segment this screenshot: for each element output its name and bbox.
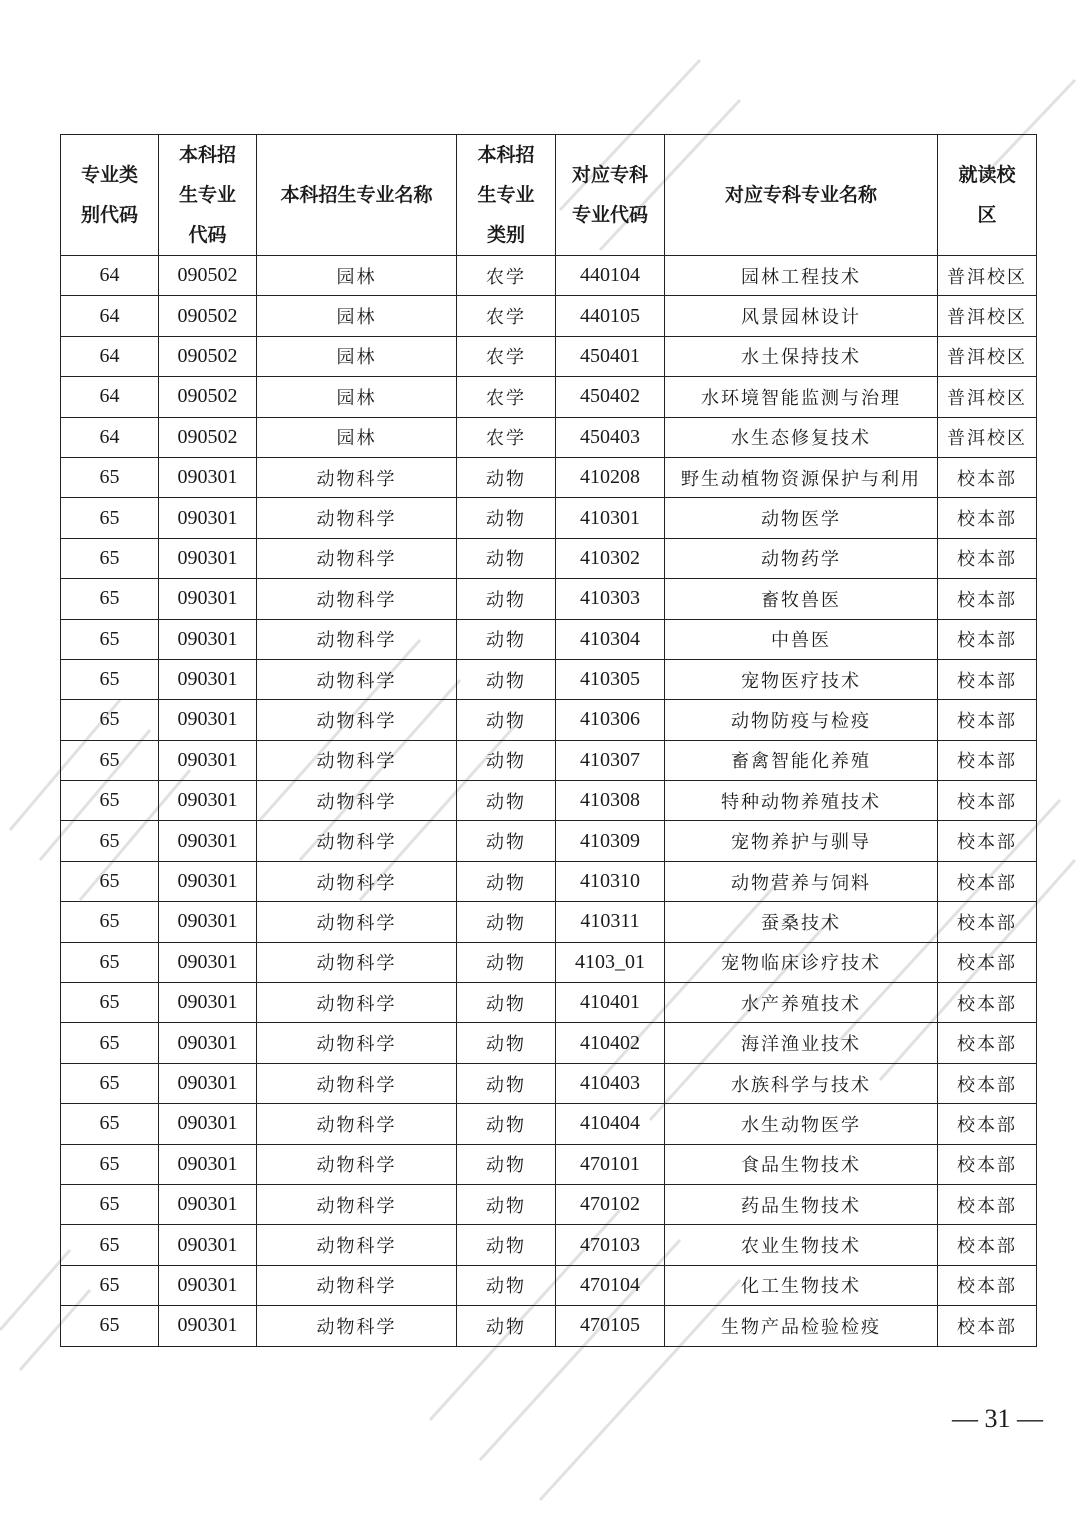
table-row	[61, 740, 1037, 780]
cell-junior-name: 水环境智能监测与治理	[665, 377, 938, 417]
cell-junior-name: 动物营养与饲料	[665, 861, 938, 901]
cell-category-code: 65	[61, 1104, 159, 1144]
cell-junior-name: 野生动植物资源保护与利用	[665, 457, 938, 497]
table-row	[61, 1063, 1037, 1103]
cell-major-code: 090301	[159, 942, 257, 982]
cell-category-code: 64	[61, 296, 159, 336]
cell-campus: 校本部	[938, 1104, 1037, 1144]
cell-junior-code: 4103_01	[556, 942, 665, 982]
cell-major-name: 动物科学	[257, 902, 457, 942]
cell-major-type: 动物	[457, 983, 556, 1023]
header-category-code: 专业类别代码	[61, 135, 159, 256]
table-row	[61, 498, 1037, 538]
cell-major-code: 090502	[159, 296, 257, 336]
cell-major-name: 动物科学	[257, 821, 457, 861]
cell-campus: 校本部	[938, 1184, 1037, 1224]
cell-junior-code: 470102	[556, 1184, 665, 1224]
cell-category-code: 64	[61, 417, 159, 457]
cell-junior-name: 药品生物技术	[665, 1184, 938, 1224]
cell-junior-name: 水族科学与技术	[665, 1063, 938, 1103]
cell-campus: 校本部	[938, 538, 1037, 578]
cell-major-code: 090502	[159, 377, 257, 417]
cell-major-code: 090301	[159, 821, 257, 861]
cell-major-type: 动物	[457, 902, 556, 942]
cell-major-code: 090301	[159, 1144, 257, 1184]
cell-category-code: 65	[61, 457, 159, 497]
table-row	[61, 538, 1037, 578]
cell-major-type: 动物	[457, 1184, 556, 1224]
page-number: — 31 —	[952, 1404, 1043, 1433]
cell-major-name: 园林	[257, 417, 457, 457]
cell-junior-code: 410307	[556, 740, 665, 780]
cell-category-code: 65	[61, 1306, 159, 1346]
cell-junior-name: 宠物养护与驯导	[665, 821, 938, 861]
cell-campus: 校本部	[938, 1225, 1037, 1265]
cell-campus: 校本部	[938, 498, 1037, 538]
cell-category-code: 65	[61, 740, 159, 780]
cell-major-code: 090301	[159, 700, 257, 740]
header-major-code: 本科招生专业代码	[159, 135, 257, 256]
cell-junior-code: 470105	[556, 1306, 665, 1346]
cell-major-type: 动物	[457, 498, 556, 538]
cell-junior-code: 410401	[556, 983, 665, 1023]
table-row	[61, 1104, 1037, 1144]
cell-category-code: 65	[61, 1144, 159, 1184]
cell-junior-name: 化工生物技术	[665, 1265, 938, 1305]
cell-campus: 普洱校区	[938, 296, 1037, 336]
cell-campus: 普洱校区	[938, 336, 1037, 376]
cell-major-type: 农学	[457, 256, 556, 296]
cell-category-code: 65	[61, 983, 159, 1023]
cell-campus: 普洱校区	[938, 417, 1037, 457]
cell-major-code: 090301	[159, 861, 257, 901]
cell-category-code: 65	[61, 700, 159, 740]
cell-junior-code: 410308	[556, 781, 665, 821]
cell-major-name: 动物科学	[257, 1023, 457, 1063]
cell-junior-name: 海洋渔业技术	[665, 1023, 938, 1063]
cell-junior-code: 410301	[556, 498, 665, 538]
cell-major-name: 动物科学	[257, 579, 457, 619]
table-row	[61, 861, 1037, 901]
cell-major-type: 动物	[457, 1265, 556, 1305]
cell-category-code: 65	[61, 1023, 159, 1063]
cell-junior-code: 440105	[556, 296, 665, 336]
cell-category-code: 65	[61, 538, 159, 578]
cell-campus: 普洱校区	[938, 256, 1037, 296]
cell-major-name: 动物科学	[257, 740, 457, 780]
cell-major-type: 动物	[457, 700, 556, 740]
cell-junior-name: 生物产品检验检疫	[665, 1306, 938, 1346]
cell-junior-name: 动物药学	[665, 538, 938, 578]
cell-major-type: 动物	[457, 659, 556, 699]
cell-major-name: 动物科学	[257, 1265, 457, 1305]
major-mapping-table	[60, 134, 1037, 1347]
header-major-name: 本科招生专业名称	[257, 135, 457, 256]
table-row	[61, 296, 1037, 336]
cell-campus: 校本部	[938, 700, 1037, 740]
cell-campus: 校本部	[938, 942, 1037, 982]
cell-category-code: 65	[61, 821, 159, 861]
cell-junior-name: 宠物医疗技术	[665, 659, 938, 699]
cell-junior-name: 蚕桑技术	[665, 902, 938, 942]
cell-campus: 普洱校区	[938, 377, 1037, 417]
table-row	[61, 1023, 1037, 1063]
cell-campus: 校本部	[938, 740, 1037, 780]
cell-major-type: 动物	[457, 457, 556, 497]
cell-major-code: 090502	[159, 256, 257, 296]
cell-junior-code: 450403	[556, 417, 665, 457]
cell-major-type: 动物	[457, 821, 556, 861]
cell-major-type: 动物	[457, 1023, 556, 1063]
cell-major-type: 动物	[457, 579, 556, 619]
table-row	[61, 1306, 1037, 1346]
cell-junior-code: 410309	[556, 821, 665, 861]
table-row	[61, 781, 1037, 821]
cell-major-name: 动物科学	[257, 1225, 457, 1265]
cell-junior-name: 畜牧兽医	[665, 579, 938, 619]
cell-major-name: 动物科学	[257, 1063, 457, 1103]
cell-major-type: 农学	[457, 377, 556, 417]
cell-major-name: 园林	[257, 377, 457, 417]
cell-category-code: 65	[61, 1184, 159, 1224]
cell-junior-code: 450401	[556, 336, 665, 376]
cell-junior-name: 动物防疫与检疫	[665, 700, 938, 740]
table-header-row	[61, 135, 1037, 256]
cell-junior-code: 470101	[556, 1144, 665, 1184]
cell-major-code: 090502	[159, 417, 257, 457]
table-row	[61, 256, 1037, 296]
cell-junior-name: 食品生物技术	[665, 1144, 938, 1184]
cell-major-code: 090502	[159, 336, 257, 376]
table-row	[61, 700, 1037, 740]
cell-category-code: 65	[61, 942, 159, 982]
cell-major-name: 动物科学	[257, 1144, 457, 1184]
cell-junior-code: 450402	[556, 377, 665, 417]
cell-major-name: 动物科学	[257, 538, 457, 578]
table-row	[61, 377, 1037, 417]
table-row	[61, 1265, 1037, 1305]
cell-major-name: 动物科学	[257, 659, 457, 699]
cell-campus: 校本部	[938, 1306, 1037, 1346]
cell-major-type: 动物	[457, 538, 556, 578]
cell-junior-name: 中兽医	[665, 619, 938, 659]
cell-major-name: 动物科学	[257, 457, 457, 497]
table-row	[61, 983, 1037, 1023]
cell-major-name: 园林	[257, 336, 457, 376]
table-row	[61, 821, 1037, 861]
cell-junior-name: 风景园林设计	[665, 296, 938, 336]
cell-category-code: 65	[61, 902, 159, 942]
table-row	[61, 942, 1037, 982]
cell-major-type: 动物	[457, 942, 556, 982]
cell-category-code: 65	[61, 861, 159, 901]
header-junior-code: 对应专科专业代码	[556, 135, 665, 256]
cell-major-code: 090301	[159, 659, 257, 699]
cell-major-type: 动物	[457, 1306, 556, 1346]
cell-major-code: 090301	[159, 498, 257, 538]
cell-major-type: 农学	[457, 417, 556, 457]
cell-junior-name: 水土保持技术	[665, 336, 938, 376]
header-campus: 就读校区	[938, 135, 1037, 256]
cell-major-name: 动物科学	[257, 619, 457, 659]
cell-major-name: 动物科学	[257, 1104, 457, 1144]
table-row	[61, 457, 1037, 497]
cell-junior-code: 410304	[556, 619, 665, 659]
cell-campus: 校本部	[938, 1063, 1037, 1103]
cell-junior-code: 410306	[556, 700, 665, 740]
cell-junior-name: 特种动物养殖技术	[665, 781, 938, 821]
cell-category-code: 64	[61, 336, 159, 376]
cell-major-type: 动物	[457, 1225, 556, 1265]
cell-major-type: 农学	[457, 296, 556, 336]
cell-campus: 校本部	[938, 861, 1037, 901]
cell-campus: 校本部	[938, 579, 1037, 619]
cell-major-name: 园林	[257, 296, 457, 336]
cell-junior-code: 410305	[556, 659, 665, 699]
cell-major-code: 090301	[159, 740, 257, 780]
cell-junior-code: 470103	[556, 1225, 665, 1265]
cell-major-type: 动物	[457, 740, 556, 780]
cell-category-code: 64	[61, 256, 159, 296]
header-junior-name: 对应专科专业名称	[665, 135, 938, 256]
cell-major-code: 090301	[159, 902, 257, 942]
table-row	[61, 1225, 1037, 1265]
table-row	[61, 336, 1037, 376]
cell-campus: 校本部	[938, 1144, 1037, 1184]
cell-category-code: 65	[61, 1063, 159, 1103]
cell-major-name: 动物科学	[257, 498, 457, 538]
cell-major-code: 090301	[159, 1023, 257, 1063]
table-row	[61, 417, 1037, 457]
header-major-type: 本科招生专业类别	[457, 135, 556, 256]
table-row	[61, 579, 1037, 619]
cell-junior-code: 410302	[556, 538, 665, 578]
cell-major-code: 090301	[159, 457, 257, 497]
cell-junior-name: 水产养殖技术	[665, 983, 938, 1023]
cell-major-code: 090301	[159, 538, 257, 578]
table-row	[61, 1144, 1037, 1184]
cell-major-code: 090301	[159, 1225, 257, 1265]
cell-junior-code: 410310	[556, 861, 665, 901]
cell-major-name: 动物科学	[257, 861, 457, 901]
cell-junior-name: 宠物临床诊疗技术	[665, 942, 938, 982]
cell-junior-name: 畜禽智能化养殖	[665, 740, 938, 780]
cell-category-code: 65	[61, 659, 159, 699]
cell-junior-code: 410402	[556, 1023, 665, 1063]
cell-junior-code: 410208	[556, 457, 665, 497]
cell-major-name: 动物科学	[257, 983, 457, 1023]
cell-major-name: 动物科学	[257, 700, 457, 740]
cell-major-type: 动物	[457, 1144, 556, 1184]
cell-junior-code: 410404	[556, 1104, 665, 1144]
cell-junior-name: 农业生物技术	[665, 1225, 938, 1265]
cell-major-code: 090301	[159, 1063, 257, 1103]
cell-campus: 校本部	[938, 781, 1037, 821]
cell-major-type: 农学	[457, 336, 556, 376]
cell-major-name: 园林	[257, 256, 457, 296]
cell-major-type: 动物	[457, 619, 556, 659]
cell-major-code: 090301	[159, 781, 257, 821]
cell-major-name: 动物科学	[257, 1184, 457, 1224]
table-row	[61, 902, 1037, 942]
cell-major-code: 090301	[159, 983, 257, 1023]
cell-category-code: 64	[61, 377, 159, 417]
cell-junior-name: 水生态修复技术	[665, 417, 938, 457]
table-row	[61, 1184, 1037, 1224]
cell-campus: 校本部	[938, 983, 1037, 1023]
cell-junior-name: 园林工程技术	[665, 256, 938, 296]
cell-campus: 校本部	[938, 1023, 1037, 1063]
cell-major-type: 动物	[457, 1104, 556, 1144]
cell-junior-code: 470104	[556, 1265, 665, 1305]
table-row	[61, 659, 1037, 699]
cell-category-code: 65	[61, 498, 159, 538]
cell-junior-code: 410303	[556, 579, 665, 619]
cell-category-code: 65	[61, 1225, 159, 1265]
cell-major-name: 动物科学	[257, 942, 457, 982]
cell-category-code: 65	[61, 1265, 159, 1305]
cell-major-code: 090301	[159, 579, 257, 619]
cell-major-type: 动物	[457, 781, 556, 821]
cell-category-code: 65	[61, 781, 159, 821]
cell-junior-name: 水生动物医学	[665, 1104, 938, 1144]
cell-campus: 校本部	[938, 659, 1037, 699]
cell-category-code: 65	[61, 619, 159, 659]
cell-campus: 校本部	[938, 821, 1037, 861]
cell-junior-code: 440104	[556, 256, 665, 296]
cell-category-code: 65	[61, 579, 159, 619]
cell-campus: 校本部	[938, 1265, 1037, 1305]
cell-major-code: 090301	[159, 619, 257, 659]
cell-junior-code: 410311	[556, 902, 665, 942]
cell-major-code: 090301	[159, 1104, 257, 1144]
cell-junior-code: 410403	[556, 1063, 665, 1103]
cell-campus: 校本部	[938, 457, 1037, 497]
cell-major-code: 090301	[159, 1184, 257, 1224]
cell-major-name: 动物科学	[257, 1306, 457, 1346]
cell-major-name: 动物科学	[257, 781, 457, 821]
cell-major-code: 090301	[159, 1306, 257, 1346]
cell-junior-name: 动物医学	[665, 498, 938, 538]
cell-campus: 校本部	[938, 619, 1037, 659]
table-row	[61, 619, 1037, 659]
cell-campus: 校本部	[938, 902, 1037, 942]
cell-major-type: 动物	[457, 861, 556, 901]
cell-major-code: 090301	[159, 1265, 257, 1305]
cell-major-type: 动物	[457, 1063, 556, 1103]
